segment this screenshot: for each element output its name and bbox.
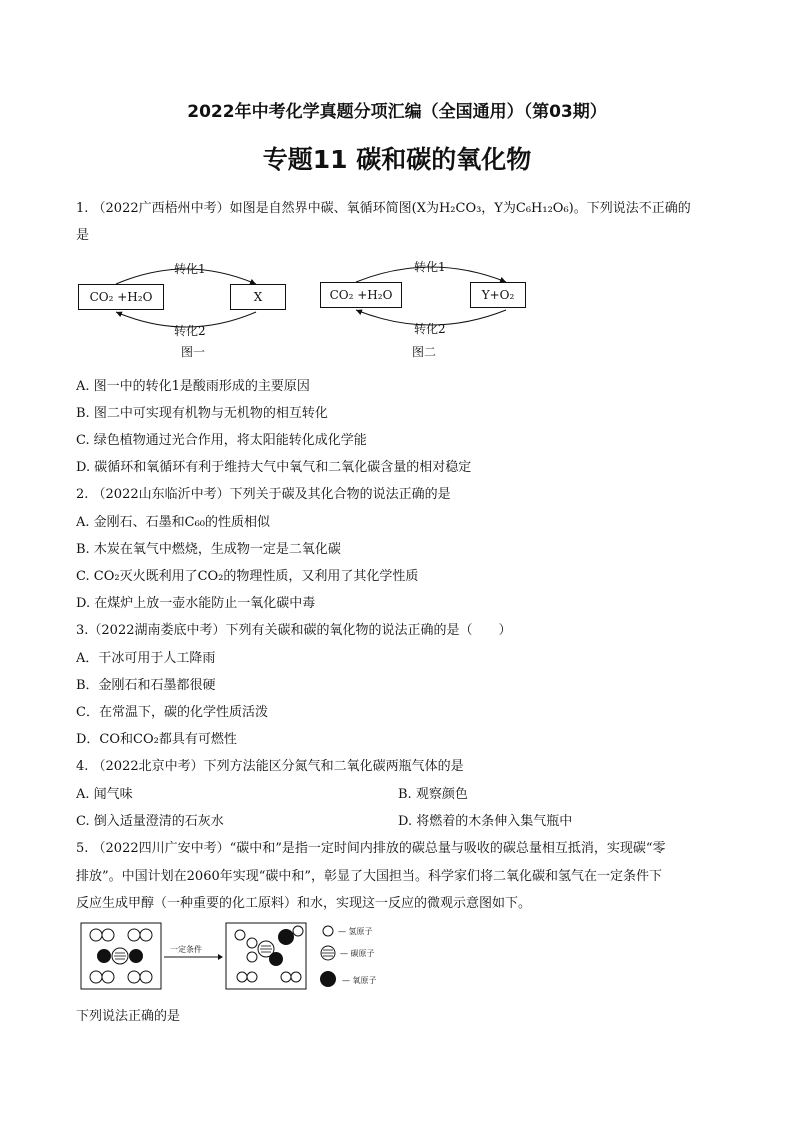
hydrogen-atom: [128, 971, 140, 983]
q5-stem-line1: 5. （2022四川广安中考）“碳中和”是指一定时间内排放的碳总量与吸收的碳总量相互抵消，实现碳“零: [76, 841, 666, 856]
legend-oxygen-icon: [320, 971, 336, 987]
q3-option-b: B．金刚石和石墨都很硬: [76, 678, 216, 693]
q4-option-d: D. 将燃着的木条伸入集气瓶中: [398, 814, 573, 829]
q1-stem-line1: 1. （2022广西梧州中考）如图是自然界中碳、氧循环简图(X为H₂CO₃，Y为C₆H₁₂O₆)。下列说法不正确的: [76, 201, 691, 216]
q4-option-a: A. 闻气味: [76, 787, 133, 802]
fig1-caption: 图一: [181, 345, 206, 359]
q3-option-d: D．CO和CO₂都具有可燃性: [76, 732, 237, 747]
fig2-right-box: Y+O₂: [470, 282, 526, 308]
q2-option-d: D. 在煤炉上放一壶水能防止一氧化碳中毒: [76, 596, 316, 611]
q5-stem-line2: 排放”。中国计划在2060年实现“碳中和”，彰显了大国担当。科学家们将二氧化碳和氢气在一定条件下: [76, 869, 663, 884]
q3-stem: 3.（2022湖南娄底中考）下列有关碳和碳的氧化物的说法正确的是（ ）: [76, 623, 512, 638]
hydrogen-atom: [140, 971, 152, 983]
oxygen-atom: [129, 949, 143, 963]
hydrogen-atom: [128, 929, 140, 941]
hydrogen-atom: [247, 952, 257, 962]
fig1-bottom-label: 转化2: [174, 324, 206, 338]
hydrogen-atom: [102, 971, 114, 983]
hydrogen-atom: [237, 972, 247, 982]
q5-stem-line3: 反应生成甲醇（一种重要的化工原料）和水，实现这一反应的微观示意图如下。: [76, 896, 532, 911]
hydrogen-atom: [293, 926, 303, 936]
q2-option-b: B. 木炭在氧气中燃烧，生成物一定是二氧化碳: [76, 542, 341, 557]
topic-title: 专题11 碳和碳的氧化物: [262, 145, 532, 174]
legend-hydrogen-icon: [323, 926, 333, 936]
q2-stem: 2. （2022山东临沂中考）下列关于碳及其化合物的说法正确的是: [76, 487, 451, 502]
fig1-left-box: CO₂ +H₂O: [78, 284, 164, 310]
hydrogen-atom: [247, 938, 257, 948]
q1-stem-line2: 是: [76, 228, 90, 243]
q5-tail: 下列说法正确的是: [76, 1009, 181, 1024]
q1-option-d: D. 碳循环和氧循环有利于维持大气中氧气和二氧化碳含量的相对稳定: [76, 460, 472, 475]
q4-stem: 4. （2022北京中考）下列方法能区分氮气和二氧化碳两瓶气体的是: [76, 759, 464, 774]
page-title: 2022年中考化学真题分项汇编（全国通用）（第03期）: [187, 102, 607, 122]
hydrogen-atom: [235, 930, 245, 940]
fig1-right-box: X: [230, 284, 286, 310]
oxygen-atom: [97, 949, 111, 963]
oxygen-atom: [278, 929, 294, 945]
hydrogen-atom: [291, 972, 301, 982]
oxygen-atom: [269, 952, 283, 966]
hydrogen-atom: [102, 929, 114, 941]
q4-option-b: B. 观察颜色: [398, 787, 468, 802]
q4-option-c: C. 倒入适量澄清的石灰水: [76, 814, 224, 829]
hydrogen-atom: [90, 971, 102, 983]
hydrogen-atom: [247, 972, 257, 982]
legend-carbon-label: — 碳原子: [340, 949, 375, 958]
q3-option-c: C．在常温下，碳的化学性质活泼: [76, 705, 268, 720]
q2-option-c: C. CO₂灭火既利用了CO₂的物理性质，又利用了其化学性质: [76, 569, 419, 584]
fig2-top-label: 转化1: [414, 260, 446, 274]
fig2-bottom-label: 转化2: [414, 322, 446, 336]
hydrogen-atom: [281, 972, 291, 982]
legend-oxygen-label: — 氧原子: [342, 976, 377, 985]
q3-option-a: A．干冰可用于人工降雨: [76, 651, 216, 666]
hydrogen-atom: [90, 929, 102, 941]
q2-option-a: A. 金刚石、石墨和C₆₀的性质相似: [76, 515, 271, 530]
hydrogen-atom: [140, 929, 152, 941]
fig2-caption: 图二: [412, 345, 437, 359]
q1-option-c: C. 绿色植物通过光合作用，将太阳能转化成化学能: [76, 433, 367, 448]
q1-option-a: A. 图一中的转化1是酸雨形成的主要原因: [76, 379, 310, 394]
reaction-condition-label: 一定条件: [170, 945, 202, 954]
legend-hydrogen-label: — 氢原子: [338, 927, 373, 936]
q1-option-b: B. 图二中可实现有机物与无机物的相互转化: [76, 406, 328, 421]
fig2-left-box: CO₂ +H₂O: [320, 282, 402, 308]
fig1-top-label: 转化1: [174, 262, 206, 276]
